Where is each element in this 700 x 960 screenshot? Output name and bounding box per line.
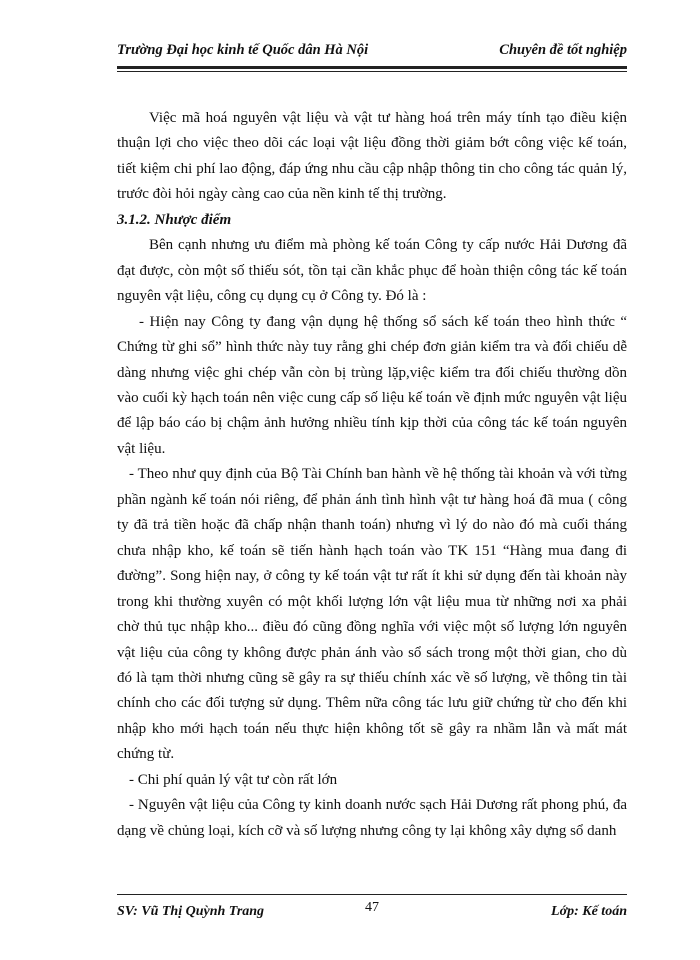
footer-divider xyxy=(117,894,627,895)
document-body xyxy=(117,106,627,844)
header-document-type: Chuyên đề tốt nghiệp xyxy=(499,42,627,58)
header-divider xyxy=(117,66,627,69)
footer-student: SV: Vũ Thị Quỳnh Trang xyxy=(117,904,265,919)
header-divider-thin xyxy=(117,71,627,72)
page-footer xyxy=(117,900,627,922)
section-heading: 3.1.2. Nhược điểm xyxy=(117,211,232,228)
page-number: 47 xyxy=(365,900,379,915)
paragraph-materials: - Nguyên vật liệu của Công ty kinh doanh nước sạch Hải Dương rất phong phú, đa dạng về chủng loại, kích cỡ và số lượng nhưng công ty lại không xây dựng sổ danh xyxy=(117,797,627,839)
paragraph-overview: Bên cạnh nhưng ưu điểm mà phòng kế toán Công ty cấp nước Hải Dương đã đạt được, còn một số thiếu sót, tồn tại cần khắc phục để hoàn thiện công tác kế toán nguyên vật liệu, công cụ dụng cụ ở Công ty. Đó là : xyxy=(117,237,627,305)
page-header xyxy=(117,40,627,64)
footer-class: Lớp: Kế toán xyxy=(551,904,627,919)
paragraph-intro: Việc mã hoá nguyên vật liệu và vật tư hàng hoá trên máy tính tạo điều kiện thuận lợi cho việc theo dõi các loại vật liệu đồng thời giảm bớt công việc kế toán, tiết kiệm chi phí lao động, đáp ứng nhu cầu cập nhập thông tin cho công tác quản lý, trước đòi hỏi ngày càng cao của nền kinh tế thị trường. xyxy=(117,110,627,203)
header-university: Trường Đại học kinh tế Quốc dân Hà Nội xyxy=(117,42,369,58)
paragraph-bookkeeping: - Hiện nay Công ty đang vận dụng hệ thống sổ sách kế toán theo hình thức “ Chứng từ ghi sổ” hình thức này tuy rằng ghi chép đơn giản kiểm tra và đối chiếu dễ dàng nhưng việc ghi chép vẫn còn bị trùng lặp,việc kiểm tra đối chiếu thường dồn vào cuối kỳ hạch toán nên việc cung cấp số liệu kế toán về định mức nguyên vật liệu để lập báo cáo bị chậm ảnh hưởng nhiều tính kịp thời của công tác kế toán nguyên vật liệu. xyxy=(117,313,627,457)
paragraph-account-151: - Theo như quy định của Bộ Tài Chính ban hành về hệ thống tài khoản và với từng phần ngành kế toán nói riêng, để phản ánh tình hình vật tư hàng hoá đã mua ( công ty đã trả tiền hoặc đã chấp nhận thanh toán) nhưng vì lý do nào đó mà cuối tháng chưa nhập kho, kế toán sẽ tiến hành hạch toán vào TK 151 “Hàng mua đang đi đường”. Song hiện nay, ở công ty kế toán vật tư rất ít khi sử dụng đến tài khoản này trong khi thường xuyên có một khối lượng lớn vật liệu mua từ những nơi xa phải chờ thủ tục nhập kho... điều đó cũng đồng nghĩa với việc một số lượng lớn nguyên vật liệu của công ty không được phản ánh vào sổ sách trong một thời gian, cho dù đó là tạm thời nhưng cũng sẽ gây ra sự thiếu chính xác về số lượng, về thông tin tài chính cho các đối tượng sử dụng. Thêm nữa công tác lưu giữ chứng từ cho đến khi nhập kho mới hạch toán nếu thực hiện không tốt sẽ gây ra nhầm lẫn và mất mát chứng từ. xyxy=(117,466,627,763)
paragraph-cost: - Chi phí quản lý vật tư còn rất lớn xyxy=(129,771,338,788)
